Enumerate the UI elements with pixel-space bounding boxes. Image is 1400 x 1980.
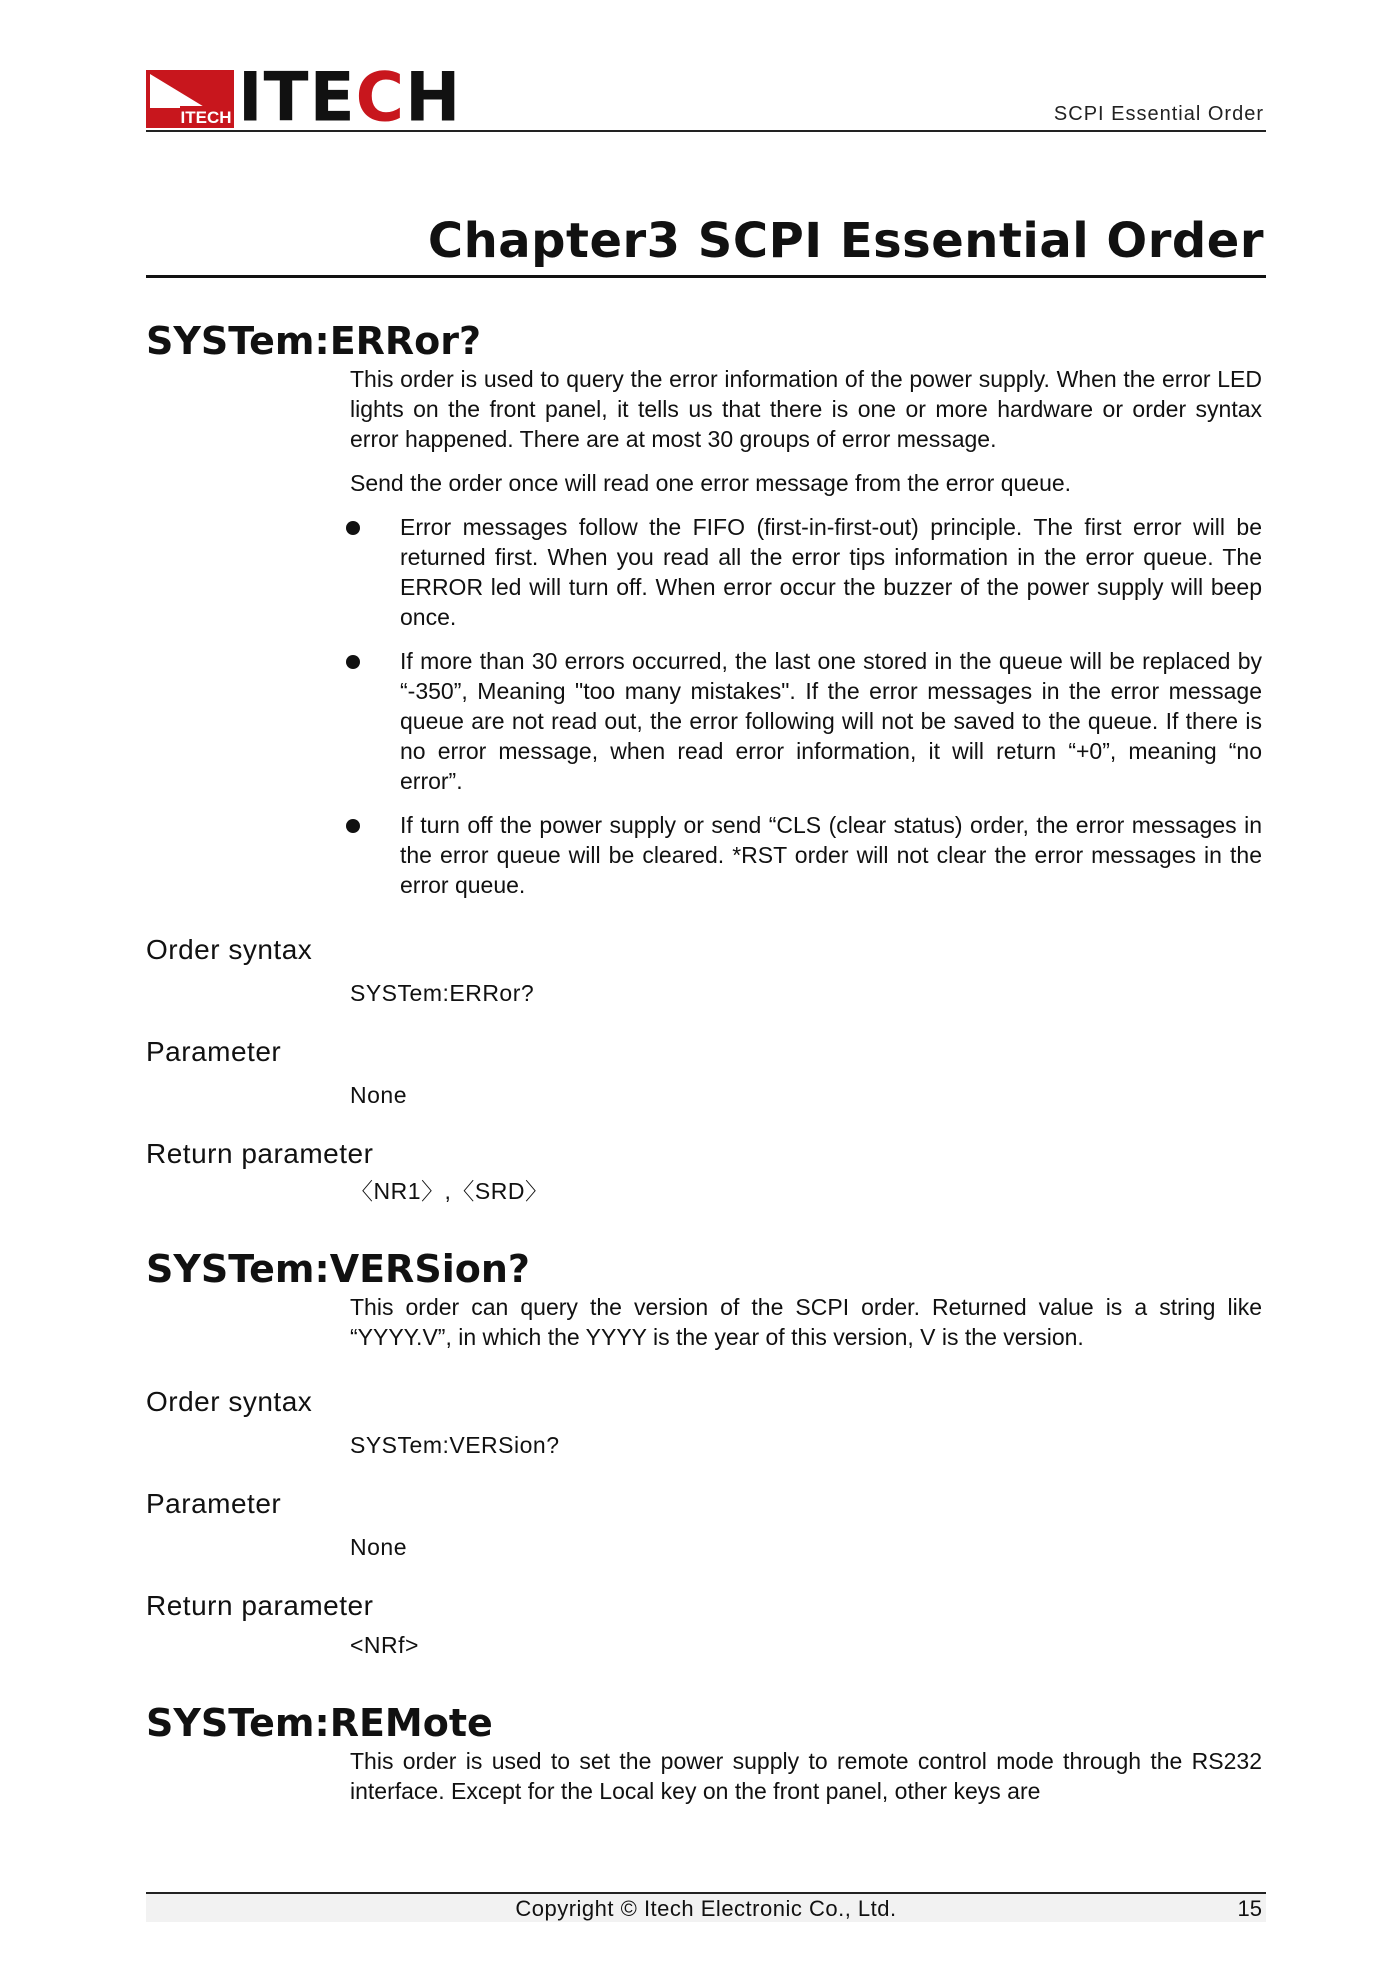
bullet-dot-icon [346,521,360,535]
command-description [350,1292,1262,1352]
parameter-label: Parameter [146,1036,282,1067]
order-syntax-value: SYSTem:VERSion? [350,1432,560,1458]
page-footer [146,1892,1266,1922]
parameter-label: Parameter [146,1488,282,1519]
section-system-version [146,1246,1266,1660]
command-heading: SYSTem:ERRor? [146,319,482,363]
description-paragraph: This order can query the version of the SCPI order. Returned value is a string like “YYYY.V”, in which the YYYY is the year of this version, V is the version. [350,1294,1262,1350]
return-parameter-value: <NRf> [350,1632,419,1658]
itech-logo-mark-icon [146,70,234,128]
bullet-item: If turn off the power supply or send “CLS (clear status) order, the error messages in the error queue will be cleared. *RST order will not clear the error messages in the error queue. [350,810,1262,900]
section-system-remote [146,1700,1266,1806]
bullet-item: Error messages follow the FIFO (first-in-first-out) principle. The first error will be returned first. When you read all the error tips information in the error queue. The ERROR led will turn off. When error occur the buzzer of the power supply will beep once. [350,512,1262,632]
parameter-value: None [350,1534,407,1560]
return-parameter-label: Return parameter [146,1590,374,1621]
order-syntax-label: Order syntax [146,934,313,965]
header-title: SCPI Essential Order [1053,103,1264,125]
command-description [350,1746,1262,1806]
description-paragraph: This order is used to set the power supply to remote control mode through the RS232 interface. Except for the Local key on the front panel, other keys are [350,1748,1262,1804]
bullet-item: If more than 30 errors occurred, the last one stored in the queue will be replaced by “-350”, Meaning "too many mistakes". If the error messages in the error message queue are not read out, the error following will not be saved to the queue. If there is no error message, when read error information, it will return “+0”, meaning “no error”. [350,646,1262,796]
return-parameter-value: 〈NR1〉,〈SRD〉 [350,1178,549,1204]
parameter-value: None [350,1082,407,1108]
command-heading: SYSTem:REMote [146,1701,493,1745]
page-header [146,58,1266,137]
chapter-title: Chapter3 SCPI Essential Order [427,213,1264,269]
order-syntax-value: SYSTem:ERRor? [350,980,535,1006]
section-system-error [146,318,1266,1206]
chapter-heading [146,205,1266,278]
page-content [146,318,1266,1820]
bullet-dot-icon [346,655,360,669]
description-paragraph: Send the order once will read one error message from the error queue. [350,470,1072,496]
footer-copyright: Copyright © Itech Electronic Co., Ltd. [515,1896,897,1921]
bullet-dot-icon [346,819,360,833]
logo-wordmark: ITECH [238,58,462,137]
command-heading: SYSTem:VERSion? [146,1247,530,1291]
command-description [350,364,1262,900]
page-number: 15 [1237,1896,1262,1921]
logo-badge-text: ITECH [180,108,232,127]
order-syntax-label: Order syntax [146,1386,313,1417]
bullet-list [350,512,1262,900]
description-paragraph: This order is used to query the error information of the power supply. When the error LED lights on the front panel, it tells us that there is one or more hardware or order syntax error happened. There are at most 30 groups of error message. [350,366,1262,452]
itech-logo [146,58,462,137]
return-parameter-label: Return parameter [146,1138,374,1169]
